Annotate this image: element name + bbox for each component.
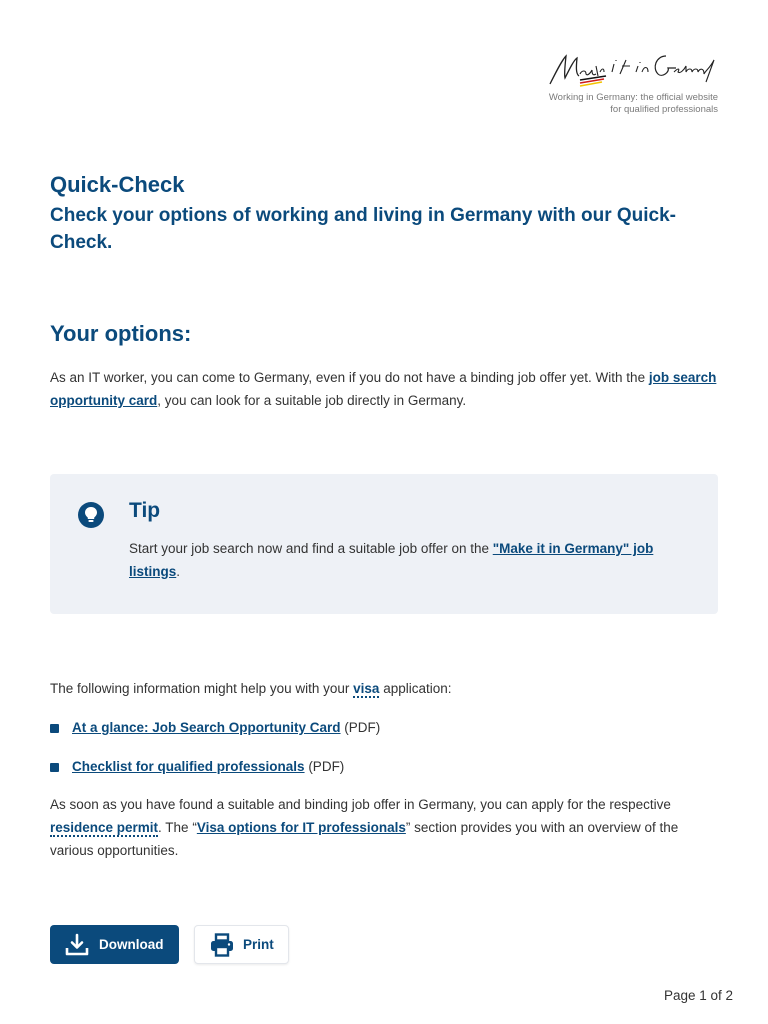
list-item: [50, 755, 380, 778]
visa-options-it-link[interactable]: Visa options for IT professionals: [196, 820, 406, 835]
residence-permit-link[interactable]: residence permit: [50, 820, 159, 835]
logo-tagline-line1: Working in Germany: the official website: [548, 92, 718, 103]
print-button[interactable]: [194, 925, 289, 964]
closing-paragraph: [50, 793, 718, 862]
closing-text-3: ” section provides you with an overview of the various opportunities.: [50, 820, 679, 858]
page-number: Page 1 of 2: [663, 988, 733, 1003]
download-icon: [64, 932, 90, 958]
job-listings-link[interactable]: "Make it in Germany" job listings: [129, 541, 654, 579]
visa-link[interactable]: visa: [353, 681, 380, 696]
make-it-in-germany-logo-icon: [546, 46, 718, 92]
options-text-before: As an IT worker, you can come to Germany, even if you do not have a binding job offer yet. With the: [50, 370, 649, 385]
download-label: Download: [99, 937, 164, 952]
tip-box: [50, 474, 718, 614]
pdf-suffix: (PDF): [340, 720, 381, 735]
options-heading: Your options:: [50, 321, 192, 346]
tip-text: [129, 537, 689, 583]
page-subtitle: Check your options of working and living in Germany with our Quick-Check.: [50, 205, 677, 253]
info-text-after: application:: [379, 681, 452, 696]
tip-title: Tip: [129, 499, 161, 522]
info-paragraph: [50, 677, 718, 700]
site-logo[interactable]: [528, 46, 718, 116]
tip-text-after: .: [176, 564, 181, 579]
printer-icon: [209, 932, 235, 958]
job-search-card-pdf-link[interactable]: At a glance: Job Search Opportunity Card: [72, 720, 341, 735]
options-paragraph: [50, 366, 718, 412]
options-text-after: , you can look for a suitable job directly in Germany.: [157, 393, 467, 408]
square-bullet-icon: [50, 724, 59, 733]
page-title: Quick-Check: [50, 172, 185, 197]
lightbulb-icon: [78, 502, 104, 528]
info-text-before: The following information might help you with your: [50, 681, 354, 696]
download-button[interactable]: [50, 925, 179, 964]
print-label: Print: [243, 937, 274, 952]
square-bullet-icon: [50, 763, 59, 772]
closing-text-2: . The “: [158, 820, 197, 835]
download-list: [50, 716, 380, 794]
list-item: [50, 716, 380, 739]
checklist-pdf-link[interactable]: Checklist for qualified professionals: [72, 759, 305, 774]
pdf-suffix: (PDF): [304, 759, 345, 774]
tip-text-before: Start your job search now and find a suitable job offer on the: [129, 541, 493, 556]
job-search-opportunity-card-link[interactable]: job search opportunity card: [50, 370, 717, 408]
closing-text-1: As soon as you have found a suitable and binding job offer in Germany, you can apply for the respective: [50, 797, 671, 812]
page-header: [50, 172, 718, 256]
logo-tagline-line2: for qualified professionals: [610, 104, 718, 115]
